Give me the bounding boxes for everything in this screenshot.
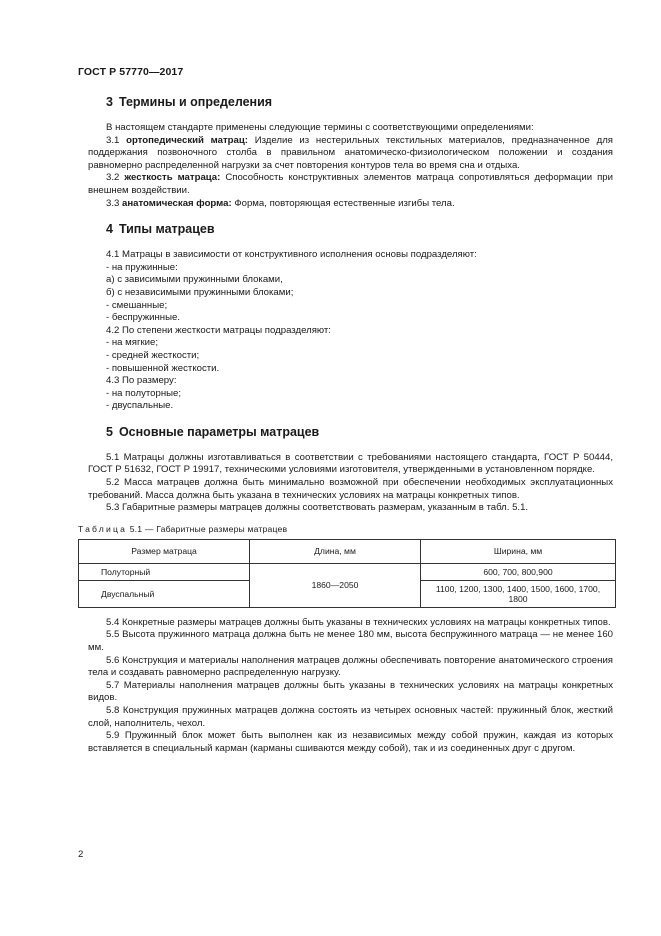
paragraph-5-8: 5.8 Конструкция пружинных матрацев должна состоять из четырех основных частей: пружинный блок, жесткий слой, наполнитель, чехол. — [88, 705, 613, 729]
list-line: - смешанные; — [106, 299, 168, 311]
section-title: Типы матрацев — [118, 222, 215, 237]
term-3-2: 3.2 жесткость матраца: Способность конструктивных элементов матраца сопротивляться деформации при внешнем воздействии. — [88, 172, 614, 196]
table-cell-length: 1860—2050 — [250, 563, 421, 607]
section-3-heading — [88, 95, 613, 110]
section-number: 4 — [106, 222, 113, 237]
term-definition: Изделие из нестерильных текстильных материалов, предназначенное для поддержания позвоночного столба в правильном анатомическо-физиологическом положении и создания равномерно распределенной нагрузки за счет повторения контуров тела во время сна и отдыха. — [88, 134, 613, 171]
paragraph-5-9: 5.9 Пружинный блок может быть выполнен как из независимых между собой пружин, каждая из которых вставляется в специальный карман (карманы сшиваются между собой), так и из соединенных друг с другом. — [88, 730, 613, 754]
term-name: анатомическая форма: — [122, 197, 232, 209]
term-definition: Способность конструктивных элементов матраца сопротивляться деформации при внешнем воздействии. — [88, 172, 614, 196]
paragraph-5-3: 5.3 Габаритные размеры матрацев должны соответствовать размерам, указанным в табл. 5.1. — [106, 502, 529, 514]
list-line: 4.3 По размеру: — [106, 375, 177, 387]
table-cell-size: Полуторный — [79, 563, 250, 580]
list-line: - на мягкие; — [106, 337, 159, 349]
section-5-heading — [88, 425, 613, 440]
list-line: - средней жесткости; — [106, 349, 200, 361]
paragraph-5-7: 5.7 Материалы наполнения матрацев должны быть указаны в технических условиях на матрацы конкретных видов. — [88, 679, 613, 704]
term-3-1: 3.1 ортопедический матрац: Изделие из нестерильных текстильных материалов, предназначенное для поддержания позвоночного столба в правильном анатомическо-физиологическом положении и создания равномерно распределенной нагрузки за счет повторения контуров тела во время сна и отдыха. — [88, 134, 613, 171]
table-caption: Таблица 5.1 — Габаритные размеры матрацев — [78, 523, 288, 534]
document-code: ГОСТ Р 57770—2017 — [78, 66, 184, 78]
table-header-cell: Размер матраца — [79, 539, 250, 563]
term-name: ортопедический матрац: — [126, 134, 248, 146]
paragraph-5-4: 5.4 Конкретные размеры матрацев должны быть указаны в технических условиях на матрацы конкретных типов. — [106, 616, 611, 628]
table-cell-size: Двуспальный — [79, 580, 250, 607]
paragraph-5-2: 5.2 Масса матрацев должна быть минимально возможной при обеспечении необходимых эксплуатационных требований. Масса должна быть указана в технических условиях на матрацы конкретных типов. — [88, 477, 613, 501]
dimensions-table — [78, 539, 616, 608]
table-cell-width: 600, 700, 800,900 — [421, 563, 616, 580]
section-title: Термины и определения — [118, 95, 273, 109]
list-line: б) с независимыми пружинными блоками; — [106, 286, 294, 298]
list-line: 4.1 Матрацы в зависимости от конструктивного исполнения основы подразделяют: — [106, 249, 477, 261]
table-cell-width: 1100, 1200, 1300, 1400, 1500, 1600, 1700, 1800 — [421, 580, 616, 607]
paragraph-5-6: 5.6 Конструкция и материалы наполнения матрацев должны обеспечивать повторение анатомического строения тела и создавать равномерно распределенную нагрузку. — [88, 654, 613, 679]
list-line: а) с зависимыми пружинными блоками, — [106, 274, 283, 286]
term-definition: Форма, повторяющая естественные изгибы тела. — [234, 197, 455, 209]
list-line: - двуспальные. — [106, 400, 174, 412]
section-4-heading — [88, 222, 613, 237]
paragraph-5-1: 5.1 Матрацы должны изготавливаться в соответствии с требованиями настоящего стандарта, ГОСТ Р 50444, ГОСТ Р 51632, ГОСТ Р 19917, техническими условиями изготовителя, утвержденными в установленном порядке. — [88, 451, 613, 476]
list-line: 4.2 По степени жесткости матрацы подразделяют: — [106, 324, 331, 336]
list-line: - на полуторные; — [106, 387, 182, 399]
list-line: - на пружинные: — [106, 261, 178, 273]
page-content — [78, 95, 614, 755]
term-3-3: 3.3 анатомическая форма: Форма, повторяющая естественные изгибы тела. — [106, 197, 455, 209]
section-number: 3 — [106, 95, 113, 109]
table-header-row — [79, 539, 616, 563]
page-number: 2 — [78, 849, 84, 860]
list-line: - беспружинные. — [106, 312, 180, 324]
section-number: 5 — [106, 424, 113, 439]
table-row — [79, 563, 616, 580]
table-header-cell: Ширина, мм — [421, 539, 616, 563]
term-name: жесткость матраца: — [124, 172, 221, 184]
paragraph-5-5: 5.5 Высота пружинного матраца должна быть не менее 180 мм, высота беспружинного матраца — не менее 160 мм. — [88, 629, 613, 654]
table-header-cell: Длина, мм — [250, 539, 421, 563]
section-3-intro: В настоящем стандарте применены следующие термины с соответствующими определениями: — [106, 122, 534, 133]
section-title: Основные параметры матрацев — [118, 424, 320, 439]
list-line: - повышенной жесткости. — [106, 362, 220, 374]
